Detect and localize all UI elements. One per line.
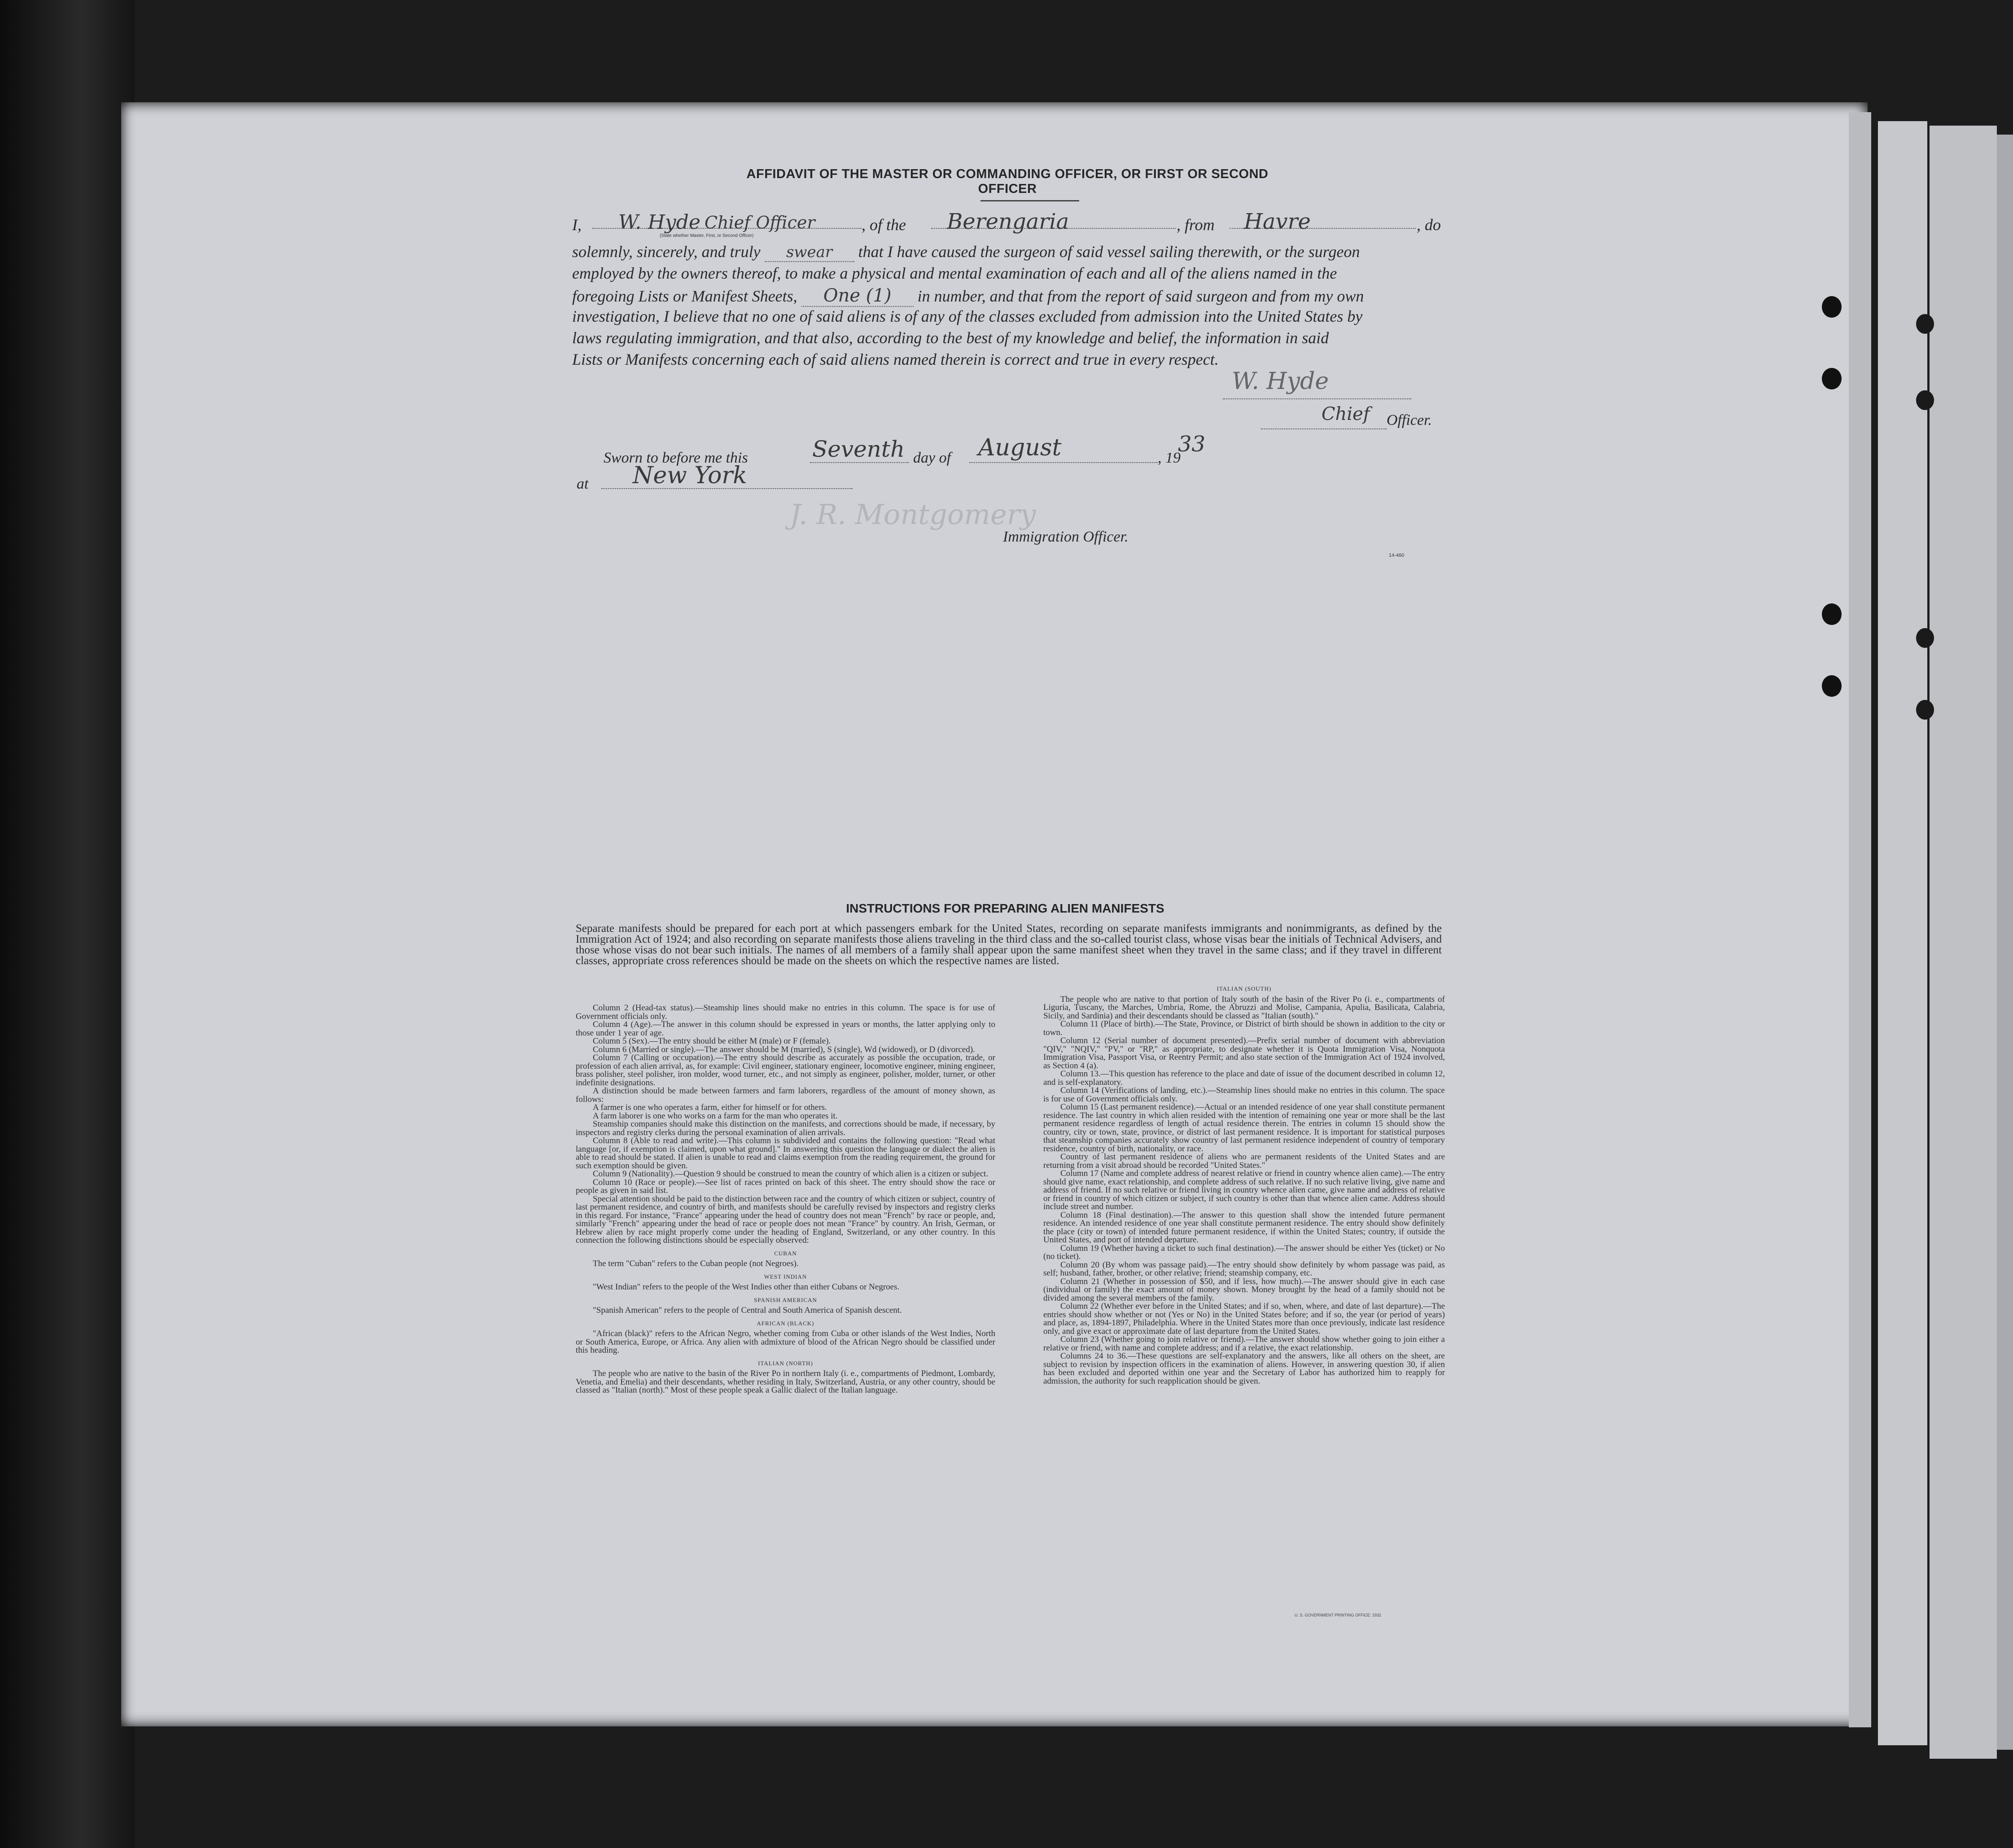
instruction-paragraph: Column 2 (Head-tax status).—Steamship lines should make no entries in this column. The space is for use of Government officials only. xyxy=(576,1003,995,1021)
right-paragraphs xyxy=(1043,996,1445,1386)
handwritten-ship-name: Berengaria xyxy=(947,209,1069,234)
instructions-left-column xyxy=(576,1004,995,1395)
instructions-right-column xyxy=(1043,985,1445,1385)
officer-signature: W. Hyde xyxy=(1232,368,1329,395)
instruction-paragraph: Column 10 (Race or people).—See list of races printed on back of this sheet. The entry should show the race or people as given in said list. xyxy=(576,1177,995,1195)
heading-west-indian: WEST INDIAN xyxy=(764,1273,807,1280)
line4-end: in number, and that from the report of said surgeon and from my own xyxy=(917,287,1364,305)
label-from: , from xyxy=(1177,216,1215,234)
para-african: "African (black)" refers to the African Negro, whether coming from Cuba or other islands of the West Indies, North or South America, Europe, or Africa. Any alien with admixture of blood of the African Negro should be classified under this heading. xyxy=(576,1329,995,1355)
label-i: I, xyxy=(572,216,582,234)
left-paragraphs xyxy=(576,1004,995,1245)
year-prefix: , 19 xyxy=(1158,450,1181,466)
handwritten-month: August xyxy=(978,434,1062,461)
instruction-paragraph: Column 21 (Whether in possession of $50, and if less, how much).—The answer should give in each case (individual or family) the exact amount of money shown. Money brought by the head of a family should not be divided among the several members of the family. xyxy=(1043,1276,1445,1303)
title-rule xyxy=(980,200,1079,201)
instruction-paragraph: The people who are native to that portion of Italy south of the basin of the River Po (i. e., compartments of Liguria, Tuscany, the Marches, Umbria, Rome, the Abruzzi and Molise, Campania, Apulia, Basilicata, Calabria, Sicily, and Sardinia) and their descendants should be classed as "Italian (south)." xyxy=(1043,994,1445,1021)
instruction-paragraph: A distinction should be made between farmers and farm laborers, regardless of the amount of money shown, as follows: xyxy=(576,1086,995,1104)
affidavit-line-5: investigation, I believe that no one of said aliens is of any of the classes excluded from admission into the United States by xyxy=(572,307,1363,325)
instruction-paragraph: Column 6 (Married or single).—The answer should be M (married), S (single), Wd (widowed), or D (divorced). xyxy=(593,1044,975,1054)
handwritten-count: One (1) xyxy=(823,285,892,306)
handwritten-port: Havre xyxy=(1244,209,1311,234)
fill-day xyxy=(810,462,909,463)
heading-african: AFRICAN (BLACK) xyxy=(757,1319,814,1327)
label-of-the: , of the xyxy=(862,216,906,234)
instruction-paragraph: A farmer is one who operates a farm, either for himself or for others. xyxy=(593,1103,827,1112)
binding-strip-edge xyxy=(1997,135,2013,1750)
handwritten-swear: swear xyxy=(786,243,833,261)
affidavit-line-1 xyxy=(572,215,582,234)
punch-hole-icon xyxy=(1916,314,1934,334)
punch-hole-icon xyxy=(1916,628,1934,648)
instruction-paragraph: Column 22 (Whether ever before in the United States; and if so, when, where, and date of last departure).—The entries should show whether or not (Yes or No) in the United States before; and if so, the year (or period of years) and place, as, 1894-1897, Philadelphia. Where in the United States more than once previously, indicate last residence only, and give exact or approximate date of last departure from the United States. xyxy=(1043,1302,1445,1336)
signature-line xyxy=(1223,398,1411,399)
line2-start: solemnly, sincerely, and truly xyxy=(572,243,761,261)
immigration-officer-signature: J. R. Montgomery xyxy=(790,498,1036,531)
instruction-paragraph: Column 8 (Able to read and write).—This column is subdivided and contains the following question: "Read what language [or, if exemption is claimed, upon what ground]." In answering this question the language or dialect the alien is able to read should be stated. If alien is unable to read and claims exemption from the reading requirement, the ground for such exemption should be given. xyxy=(576,1136,995,1171)
instruction-paragraph: Column 9 (Nationality).—Question 9 should be construed to mean the country of which alien is a citizen or subject. xyxy=(593,1169,989,1179)
instruction-paragraph: Column 15 (Last permanent residence).—Actual or an intended residence of one year shall constitute permanent residence. The last country in which alien resided with the intention of remaining one year or more shall be the last permanent residence regardless of length of actual residence therein. The entries in column 15 should show the country, city or town, state, province, or district of last permanent residence. It is important for statistical purposes that steamship companies accurately show country of last permanent residence independent of country of temporary residence, country of birth, nationality, or race. xyxy=(1043,1102,1445,1153)
handwritten-day: Seventh xyxy=(812,436,905,462)
line4-start: foregoing Lists or Manifest Sheets, xyxy=(572,287,797,305)
printer-imprint: U. S. GOVERNMENT PRINTING OFFICE: 1932 xyxy=(1295,1613,1381,1617)
punch-hole-icon xyxy=(1822,603,1842,625)
para-cuban: The term "Cuban" refers to the Cuban people (not Negroes). xyxy=(593,1259,799,1268)
officer-rank-line xyxy=(1261,428,1387,429)
handwritten-officer-rank: Chief Officer xyxy=(705,213,815,232)
instructions-intro: Separate manifests should be prepared for each port at which passengers embark for the United States, recording on separate manifests immigrants and nonimmigrants, as defined by the Immigration Act of 1924; and also recording on separate manifests those aliens traveling in the third class and the so-called tourist class, whose visas bear the initials of Technical Advisers, and those whose visas do not bear such initials. The names of all members of a family shall appear upon the same manifest sheet when they travel in the same class; and if they travel in different classes, appropriate cross references should be made on the sheets on which the respective names are listed. xyxy=(576,922,1442,967)
instruction-paragraph: Column 4 (Age).—The answer in this column should be expressed in years or months, the latter applying only to those under 1 year of age. xyxy=(576,1020,995,1038)
instruction-paragraph: Column 18 (Final destination).—The answer to this question shall show the intended future permanent residence. An intended residence of one year shall constitute permanent residence. The entry should show definitely the place (city or town) of intended future permanent residence, if within the United States; country, if outside the United States, and port of intended departure. xyxy=(1043,1210,1445,1245)
instruction-paragraph: Column 7 (Calling or occupation).—The entry should describe as accurately as possible the occupation, trade, or profession of each alien arrival, as, for example: Civil engineer, stationary engineer, locomotive engineer, mining engineer, brass polisher, steel polisher, iron molder, wood turner, etc., and not simply as engineer, polisher, molder, turner, or other indefinite designations. xyxy=(576,1053,995,1088)
instruction-paragraph: Column 23 (Whether going to join relative or friend).—The answer should show whether going to join either a relative or friend, with name and complete address; and if a relative, the exact relationship. xyxy=(1043,1335,1445,1353)
instruction-paragraph: Column 13.—This question has reference to the place and date of issue of the document described in column 12, and is self-explanatory. xyxy=(1043,1069,1445,1087)
instruction-paragraph: Column 5 (Sex).—The entry should be either M (male) or F (female). xyxy=(593,1036,831,1046)
sworn-before-label: Sworn to before me this xyxy=(604,450,748,466)
immigration-officer-label: Immigration Officer. xyxy=(1003,529,1129,545)
instruction-paragraph: A farm laborer is one who works on a farm for the man who operates it. xyxy=(593,1111,838,1121)
fill-count xyxy=(801,285,914,307)
at-label: at xyxy=(577,476,589,492)
scan-background-left xyxy=(0,0,135,1848)
instruction-paragraph: Special attention should be paid to the distinction between race and the country of which citizen or subject, country of last permanent residence, and country of birth, and manifests should be carefully revised by inspectors and registry clerks in this regard. For instance, "France" appearing under the head of country does not mean "French" by race or people, and, similarly "French" appearing under the head of race or people does not mean "France" by country. An Irish, German, or Hebrew alien by race might properly come under the heading of England, Switzerland, or any other country. In this connection the following distinctions should be especially observed: xyxy=(576,1194,995,1245)
binding-strip-outer xyxy=(1930,126,1997,1759)
officer-label: Officer. xyxy=(1387,412,1432,428)
heading-spanish-american: SPANISH AMERICAN xyxy=(754,1296,817,1303)
instructions-title: INSTRUCTIONS FOR PREPARING ALIEN MANIFESTS xyxy=(846,901,1164,915)
para-west-indian: "West Indian" refers to the people of the West Indies other than either Cubans or Negroes. xyxy=(593,1282,900,1292)
para-spanish-american: "Spanish American" refers to the people of Central and South America of Spanish descent. xyxy=(593,1306,902,1315)
punch-hole-icon xyxy=(1916,390,1934,410)
line2-end: that I have caused the surgeon of said vessel sailing therewith, or the surgeon xyxy=(858,243,1360,261)
instruction-paragraph: Column 19 (Whether having a ticket to such final destination).—The answer should be either Yes (ticket) or No (no ticket). xyxy=(1043,1243,1445,1261)
affidavit-line-4 xyxy=(572,285,1364,307)
handwritten-year: 33 xyxy=(1178,432,1206,457)
instruction-paragraph: Column 14 (Verifications of landing, etc.).—Steamship lines should make no entries in this column. The space is for use of Government officials only. xyxy=(1043,1086,1445,1104)
affidavit-title: AFFIDAVIT OF THE MASTER OR COMMANDING OFFICER, OR FIRST OR SECOND OFFICER xyxy=(746,167,1269,196)
handwritten-officer-name: W. Hyde xyxy=(618,211,700,234)
label-do: , do xyxy=(1417,216,1441,234)
punch-hole-icon xyxy=(1822,296,1842,318)
form-number: 14-460 xyxy=(1389,553,1405,558)
affidavit-line-3: employed by the owners thereof, to make a physical and mental examination of each and all of the aliens named in the xyxy=(572,264,1337,282)
punch-hole-icon xyxy=(1822,368,1842,389)
instruction-paragraph: Columns 24 to 36.—These questions are self-explanatory and the answers, like all others on the sheet, are subject to revision by inspection officers in the examination of aliens. However, in answering question 30, if alien has been excluded and deported within one year and the Secretary of Labor has authorized him to reapply for admission, the authority for such reapplication should be given. xyxy=(1043,1351,1445,1386)
affidavit-line-7: Lists or Manifests concerning each of said aliens named therein is correct and true in every respect. xyxy=(572,350,1219,368)
instruction-paragraph: Column 17 (Name and complete address of nearest relative or friend in country whence alien came).—The entry should give name, exact relationship, and complete address of such relative. If no such relative living, give name and address of friend. If no such relative or friend living in country whence alien came, give name and address of relative or friend in country of which citizen or subject, if such country is other than that whence alien came. Address should include street and number. xyxy=(1043,1169,1445,1211)
handwritten-place: New York xyxy=(633,462,747,489)
instruction-paragraph: Steamship companies should make this distinction on the manifests, and corrections should be made, if necessary, by inspectors and registry clerks during the personal examination of alien arrivals. xyxy=(576,1119,995,1137)
affidavit-line-6: laws regulating immigration, and that also, according to the best of my knowledge and belief, the information in said xyxy=(572,329,1329,347)
heading-cuban: CUBAN xyxy=(774,1249,797,1257)
fill-month xyxy=(969,462,1158,463)
rank-note: (State whether Master, First, or Second Officer) xyxy=(660,233,754,238)
fill-swear xyxy=(765,242,854,262)
affidavit-line-2 xyxy=(572,242,1360,262)
binding-strip xyxy=(1878,121,1927,1745)
handwritten-sig-rank: Chief xyxy=(1322,404,1370,424)
punch-hole-icon xyxy=(1822,675,1842,697)
instruction-paragraph: Column 20 (By whom was passage paid).—The entry should show definitely by whom passage was paid, as self; husband, father, brother, or other relative; friend; steamship company, etc. xyxy=(1043,1260,1445,1278)
sheet-edge xyxy=(1849,112,1871,1727)
heading-italian-north: ITALIAN (NORTH) xyxy=(758,1359,813,1367)
day-of-label: day of xyxy=(913,450,951,466)
instruction-paragraph: Country of last permanent residence of aliens who are permanent residents of the United States and are returning from a visit abroad should be recorded "United States." xyxy=(1043,1152,1445,1170)
instruction-paragraph: Column 12 (Serial number of document presented).—Prefix serial number of document with abbreviation "QIV," "NQIV," "PV," or "RP," as appropriate, to designate whether it is Quota Immigration Visa, Nonquota Immigration Visa, Passport Visa, or Reentry Permit; and also state section of the Immigration Act of 1924 involved, as Section 4 (a). xyxy=(1043,1036,1445,1070)
para-italian-north: The people who are native to the basin of the River Po in northern Italy (i. e., compartments of Piedmont, Lombardy, Venetia, and Emelia) and their descendants, whether residing in Italy, Switzerland, Austria, or any other country, should be classed as "Italian (north)." Most of these people speak a Gallic dialect of the Italian language. xyxy=(576,1369,995,1395)
punch-hole-icon xyxy=(1916,700,1934,720)
instruction-paragraph: Column 11 (Place of birth).—The State, Province, or District of birth should be shown in addition to the city or town. xyxy=(1043,1019,1445,1037)
heading-italian-south: ITALIAN (SOUTH) xyxy=(1217,985,1272,992)
